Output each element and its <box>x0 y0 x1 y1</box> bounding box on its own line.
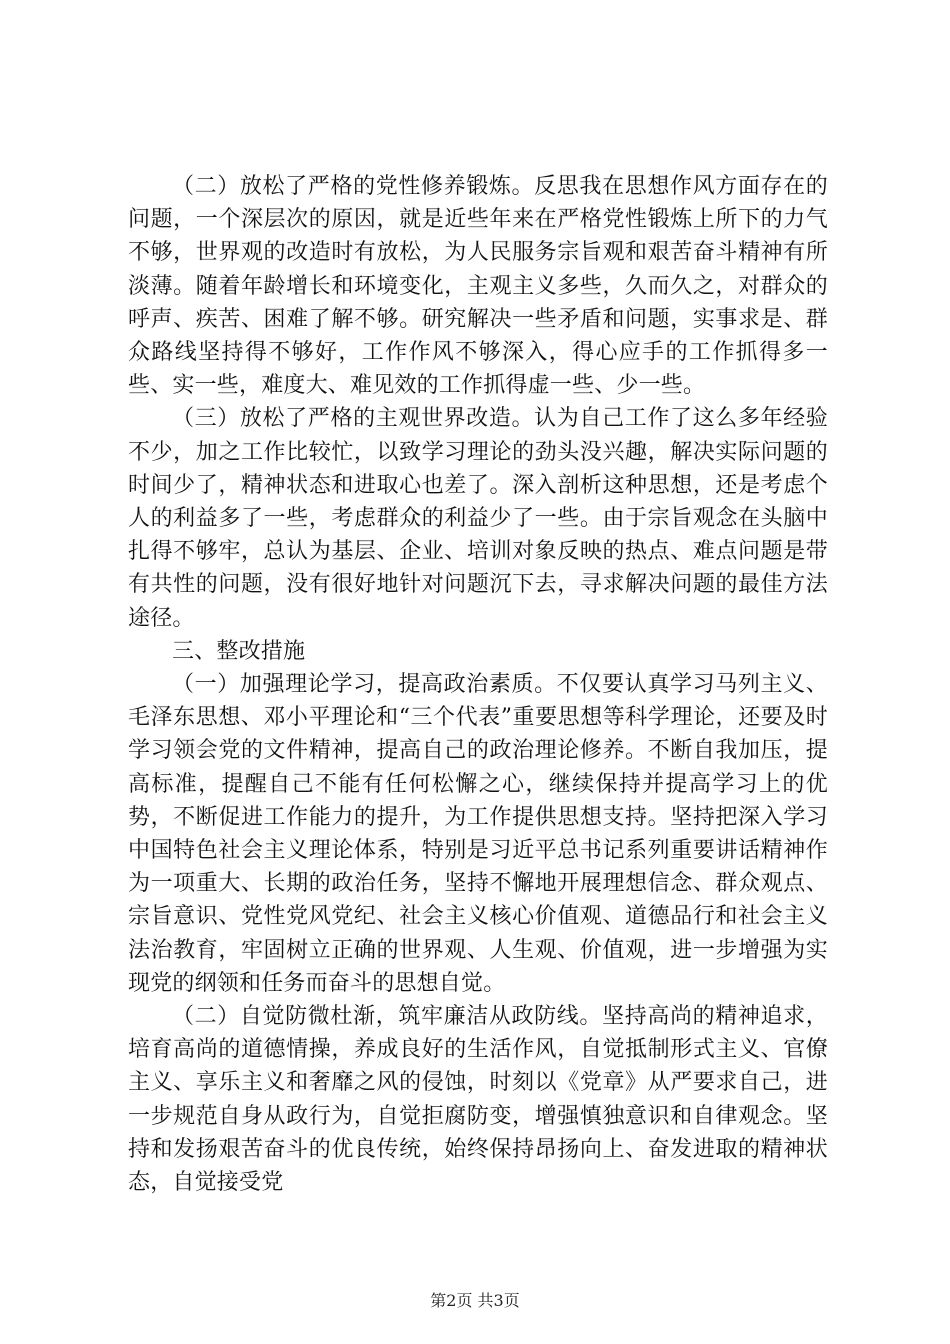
document-body <box>128 170 828 1199</box>
paragraph-measure-1: （一）加强理论学习，提高政治素质。不仅要认真学习马列主义、毛泽东思想、邓小平理论和“三个代表”重要思想等科学理论，还要及时学习领会党的文件精神，提高自己的政治理论修养。不断自我加压，提高标准，提醒自己不能有任何松懈之心，继续保持并提高学习上的优势，不断促进工作能力的提升，为工作提供思想支持。坚持把深入学习中国特色社会主义理论体系，特别是习近平总书记系列重要讲话精神作为一项重大、长期的政治任务，坚持不懈地开展理想信念、群众观点、宗旨意识、党性党风党纪、社会主义核心价值观、道德品行和社会主义法治教育，牢固树立正确的世界观、人生观、价值观，进一步增强为实现党的纲领和任务而奋斗的思想自觉。 <box>128 672 828 996</box>
paragraph-measure-2: （二）自觉防微杜渐，筑牢廉洁从政防线。坚持高尚的精神追求，培育高尚的道德情操，养成良好的生活作风，自觉抵制形式主义、官僚主义、享乐主义和奢靡之风的侵蚀，时刻以《党章》从严要求自己，进一步规范自身从政行为，自觉拒腐防变，增强慎独意识和自律观念。坚持和发扬艰苦奋斗的优良传统，始终保持昂扬向上、奋发进取的精神状态，自觉接受党 <box>128 1004 828 1196</box>
paragraph-reason-2: （二）放松了严格的党性修养锻炼。反思我在思想作风方面存在的问题，一个深层次的原因，就是近些年来在严格党性锻炼上所下的力气不够，世界观的改造时有放松，为人民服务宗旨观和艰苦奋斗精神有所淡薄。随着年龄增长和环境变化，主观主义多些，久而久之，对群众的呼声、疾苦、困难了解不够。研究解决一些矛盾和问题，实事求是、群众路线坚持得不够好，工作作风不够深入，得心应手的工作抓得多一些、实一些，难度大、难见效的工作抓得虚一些、少一些。 <box>128 174 828 399</box>
paragraph-reason-3: （三）放松了严格的主观世界改造。认为自己工作了这么多年经验不少，加之工作比较忙，以致学习理论的劲头没兴趣，解决实际问题的时间少了，精神状态和进取心也差了。深入剖析这种思想，还是考虑个人的利益多了一些，考虑群众的利益少了一些。由于宗旨观念在头脑中扎得不够牢，总认为基层、企业、培训对象反映的热点、难点问题是带有共性的问题，没有很好地针对问题沉下去，寻求解决问题的最佳方法途径。 <box>128 406 828 631</box>
page-footer: 第2页 共3页 <box>430 1291 520 1310</box>
section-heading-rectification: 三、整改措施 <box>172 638 306 664</box>
